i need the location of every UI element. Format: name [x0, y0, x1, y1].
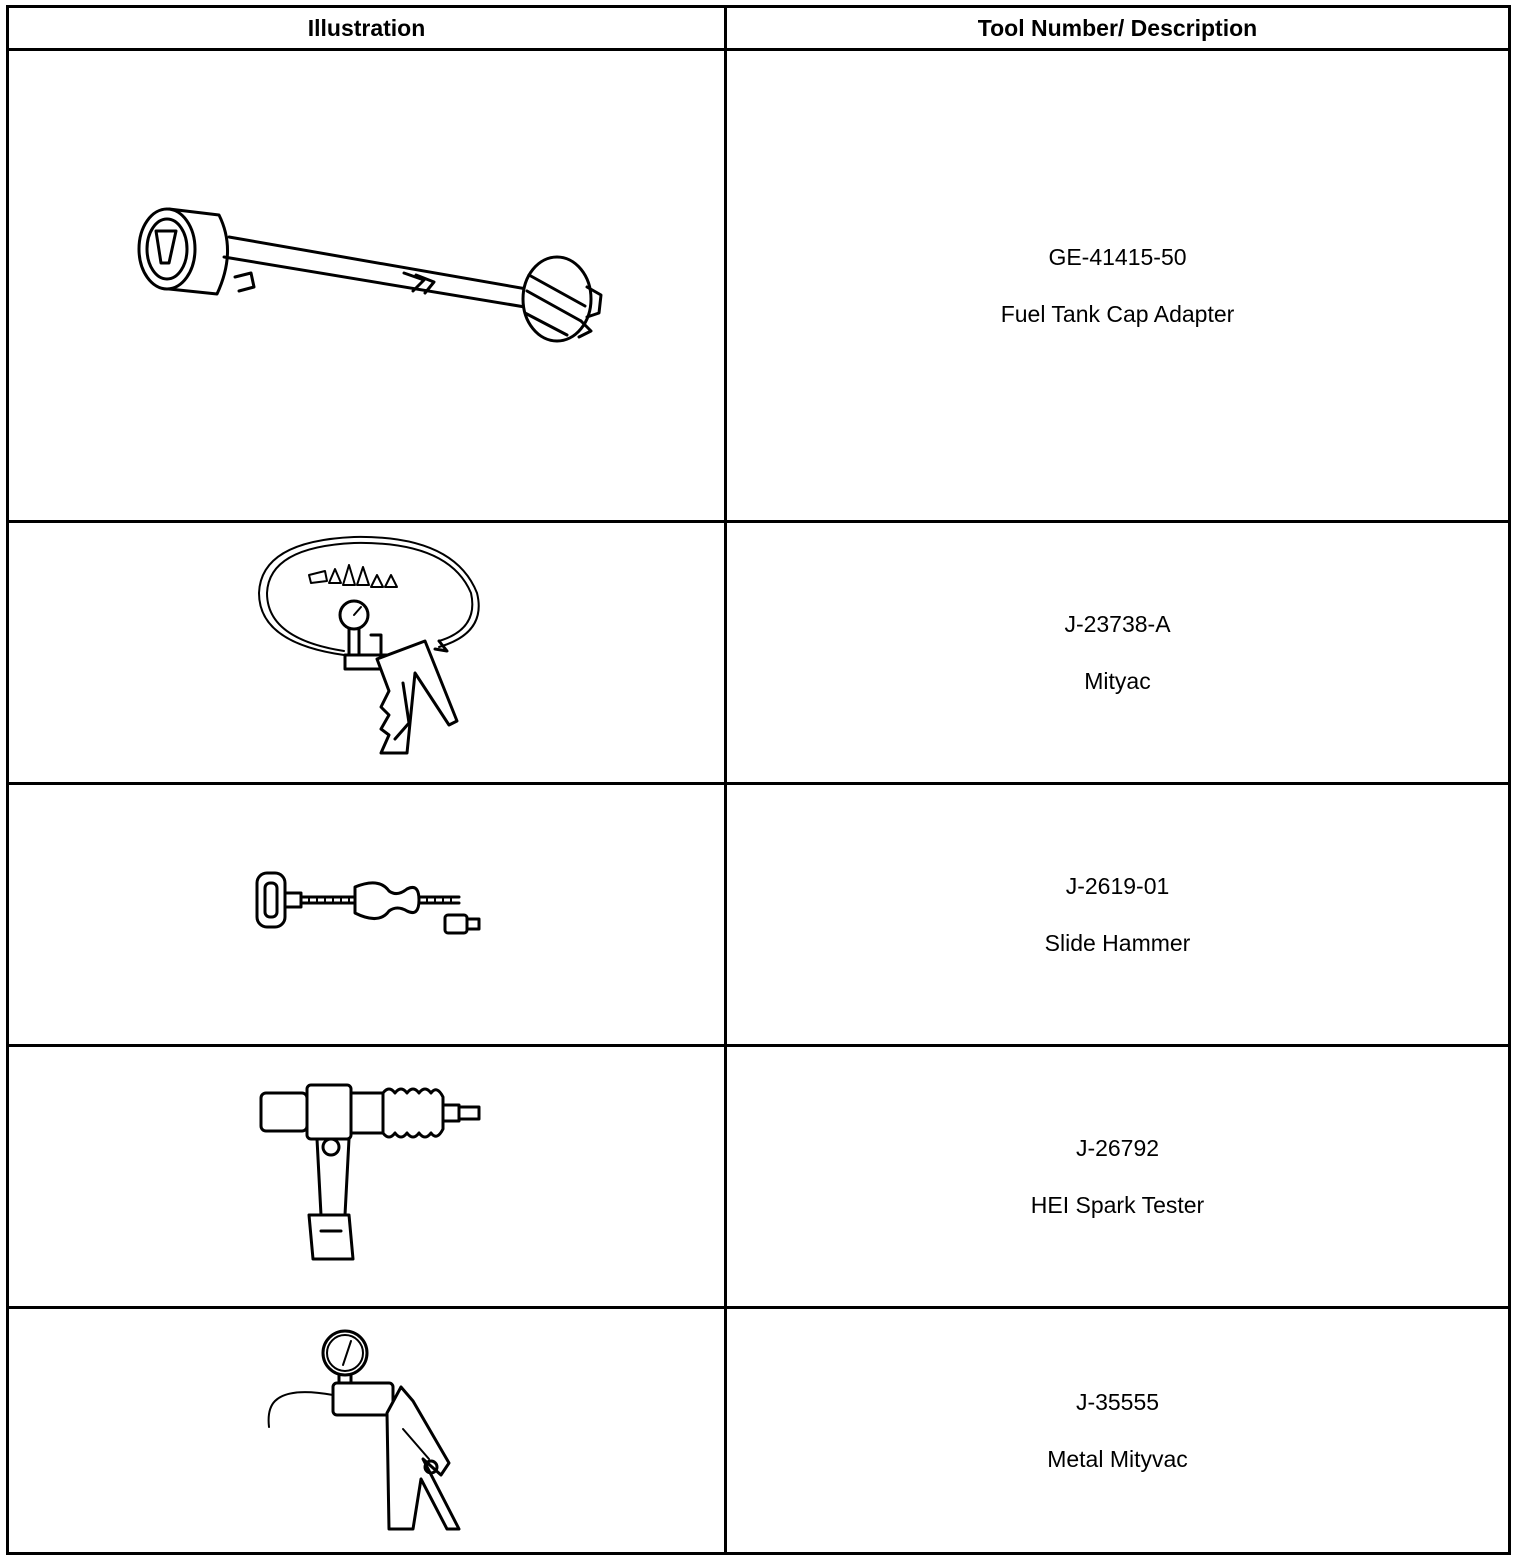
illustration-cell — [8, 784, 726, 1046]
fuel-tank-cap-adapter-icon — [9, 51, 721, 517]
description-cell — [726, 1046, 1510, 1308]
tool-description: Fuel Tank Cap Adapter — [1000, 300, 1235, 327]
special-tools-table — [6, 5, 1511, 1555]
metal-mityvac-icon — [9, 1309, 721, 1549]
illustration-cell — [8, 1308, 726, 1554]
header-illustration: Illustration — [8, 7, 726, 50]
illustration-cell — [8, 522, 726, 784]
table-row — [8, 784, 1510, 1046]
description-cell — [726, 1308, 1510, 1554]
mityvac-icon — [9, 523, 721, 779]
tool-description: Mityac — [1084, 667, 1151, 694]
slide-hammer-icon — [9, 785, 721, 1041]
tool-number: GE-41415-50 — [1048, 243, 1187, 270]
table-row — [8, 1046, 1510, 1308]
table-row — [8, 50, 1510, 522]
tool-number: J-23738-A — [1064, 610, 1171, 637]
spark-tester-icon — [9, 1047, 721, 1303]
illustration-cell — [8, 50, 726, 522]
tool-description: Metal Mityvac — [1047, 1445, 1188, 1472]
description-cell — [726, 522, 1510, 784]
header-tool-number-description: Tool Number/ Description — [726, 7, 1510, 50]
table-row — [8, 1308, 1510, 1554]
tool-number: J-35555 — [1075, 1388, 1160, 1415]
table-header-row — [8, 7, 1510, 50]
tool-number: J-26792 — [1075, 1134, 1160, 1161]
tool-number: J-2619-01 — [1065, 872, 1170, 899]
illustration-cell — [8, 1046, 726, 1308]
tool-description: HEI Spark Tester — [1030, 1191, 1205, 1218]
description-cell — [726, 784, 1510, 1046]
table-row — [8, 522, 1510, 784]
description-cell — [726, 50, 1510, 522]
tool-description: Slide Hammer — [1044, 929, 1191, 956]
